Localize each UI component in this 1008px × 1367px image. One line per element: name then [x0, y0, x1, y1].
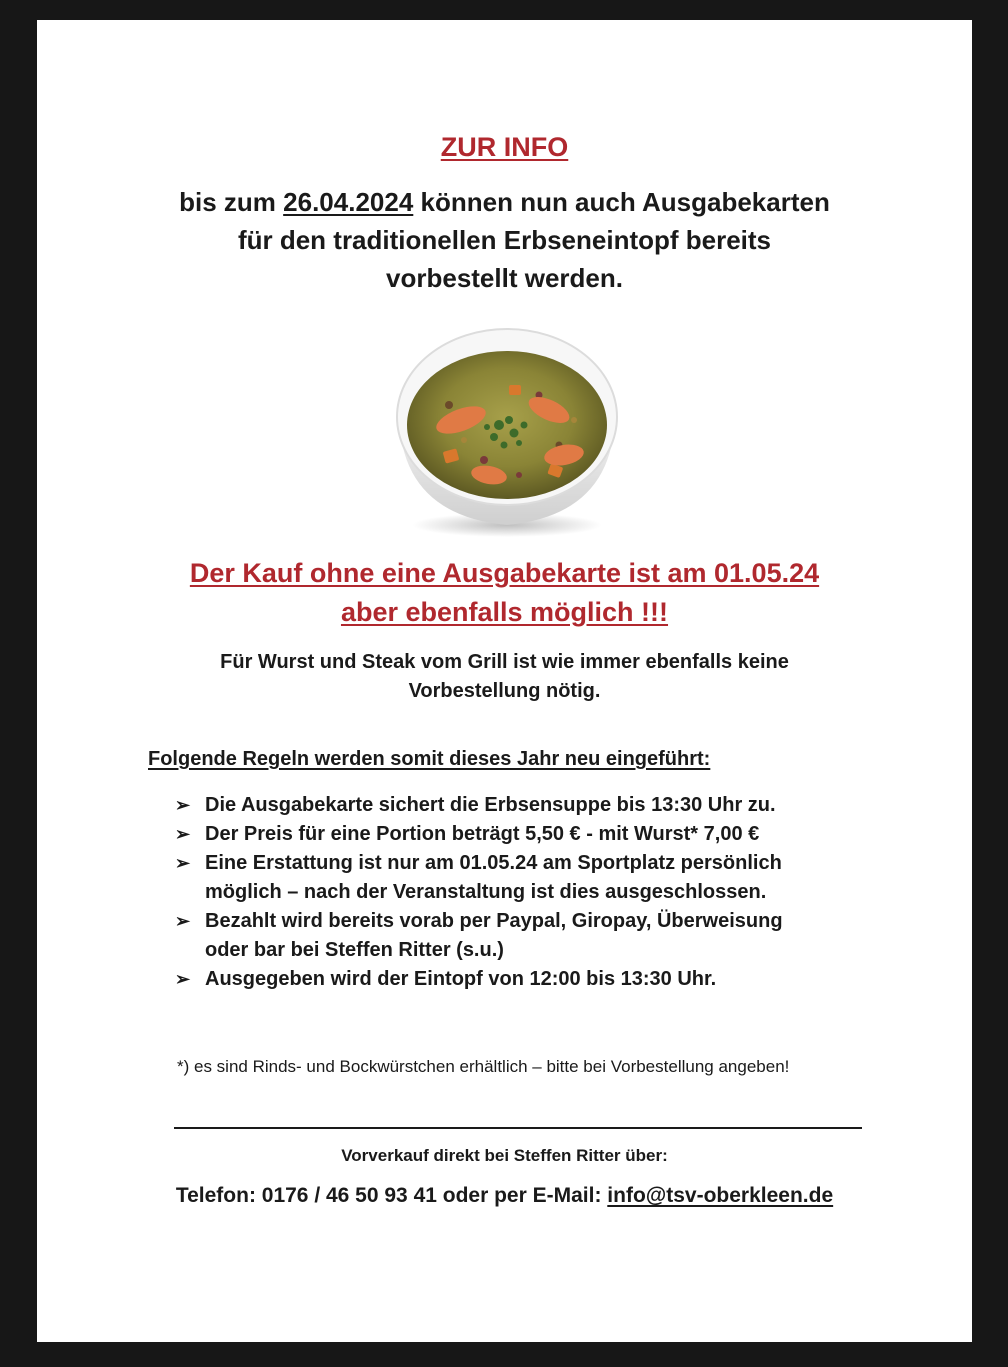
bowl-of-pea-soup-icon [389, 325, 624, 540]
list-item: ➢ Bezahlt wird bereits vorab per Paypal, Giropay, Überweisung oder bar bei Steffen Ritter (s.u.) [175, 907, 875, 965]
rules-heading: Folgende Regeln werden somit dieses Jahr neu eingeführt: [148, 748, 711, 770]
arrow-bullet-icon: ➢ [175, 824, 191, 844]
arrow-bullet-icon: ➢ [175, 853, 191, 873]
intro-line-2: für den traditionellen Erbseneintopf bereits [237, 225, 772, 255]
deadline-date: 26.04.2024 [283, 187, 414, 217]
grill-text [37, 648, 972, 706]
intro-line-1: bis zum 26.04.2024 können nun auch Ausgabekarten [179, 187, 830, 217]
divider [174, 1127, 862, 1129]
intro-line-3: vorbestellt werden. [386, 263, 623, 293]
notice-line-1: Der Kauf ohne eine Ausgabekarte ist am 01.05.24 [189, 558, 820, 588]
arrow-bullet-icon: ➢ [175, 911, 191, 931]
presale-text: Vorverkauf direkt bei Steffen Ritter über: [341, 1146, 668, 1165]
page-title: ZUR INFO [440, 132, 569, 162]
document-page [37, 20, 972, 1342]
notice-text [37, 554, 972, 632]
list-item: ➢ Die Ausgabekarte sichert die Erbsensuppe bis 13:30 Uhr zu. [175, 791, 875, 820]
list-item: ➢ Eine Erstattung ist nur am 01.05.24 am Sportplatz persönlich möglich – nach der Veranstaltung ist dies ausgeschlossen. [175, 849, 875, 907]
intro-text [37, 183, 972, 297]
arrow-bullet-icon: ➢ [175, 969, 191, 989]
footnote: *) es sind Rinds- und Bockwürstchen erhältlich – bitte bei Vorbestellung angeben! [177, 1057, 790, 1076]
rules-list [175, 791, 875, 994]
grill-line-1: Für Wurst und Steak vom Grill ist wie immer ebenfalls keine [220, 651, 789, 673]
contact-line [37, 1184, 972, 1208]
list-item: ➢ Ausgegeben wird der Eintopf von 12:00 bis 13:30 Uhr. [175, 965, 875, 994]
phone-text: Telefon: 0176 / 46 50 93 41 oder per E-Mail: [175, 1184, 608, 1207]
grill-line-2: Vorbestellung nötig. [408, 680, 601, 702]
email-link[interactable]: info@tsv-oberkleen.de [607, 1184, 834, 1207]
notice-line-2: aber ebenfalls möglich !!! [340, 597, 669, 627]
arrow-bullet-icon: ➢ [175, 795, 191, 815]
list-item: ➢ Der Preis für eine Portion beträgt 5,50 € - mit Wurst* 7,00 € [175, 820, 875, 849]
